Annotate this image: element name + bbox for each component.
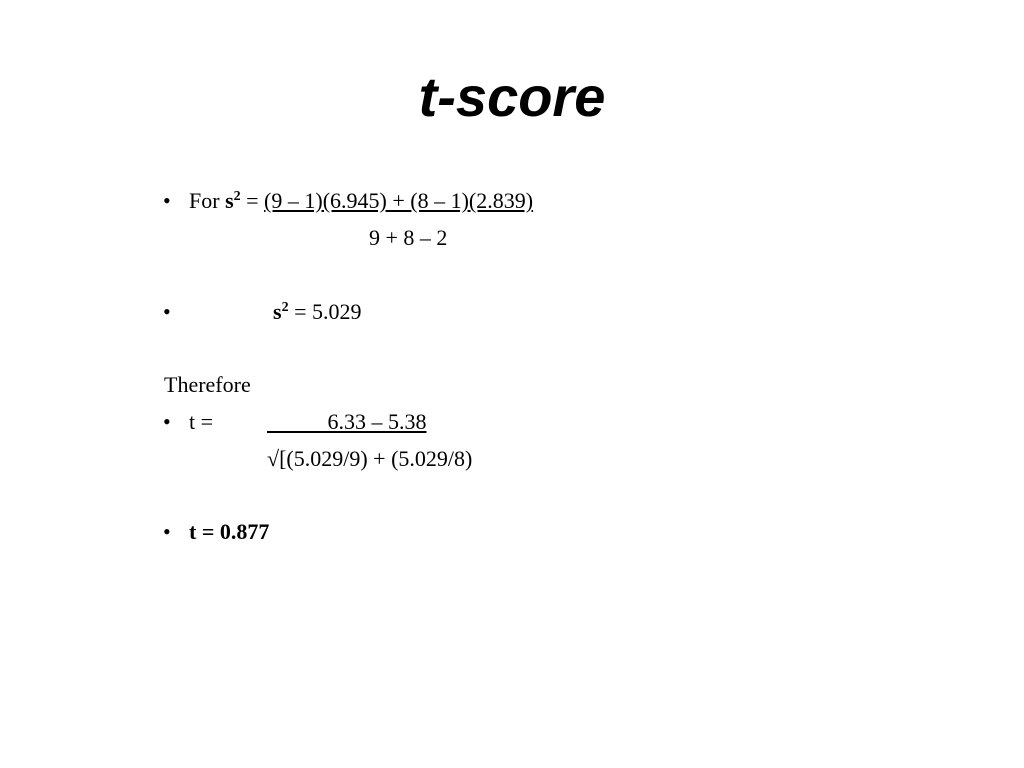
- formula-exponent: 2: [233, 189, 241, 204]
- formula-prefix: For: [189, 188, 226, 213]
- bullet-marker: •: [163, 519, 171, 544]
- result-value: = 5.029: [288, 299, 362, 324]
- result-exponent: 2: [281, 300, 289, 315]
- formula-s2-line: [189, 188, 533, 214]
- formula-variable: s: [225, 188, 234, 213]
- slide-title: t-score: [418, 65, 606, 128]
- t-formula-lhs: t =: [189, 409, 214, 434]
- result-variable: s: [273, 299, 282, 324]
- formula-denominator: 9 + 8 – 2: [369, 225, 448, 250]
- bullet-marker: •: [163, 188, 171, 213]
- bullet-marker: •: [163, 409, 171, 434]
- therefore-text: Therefore: [164, 372, 251, 397]
- t-result: t = 0.877: [189, 519, 270, 544]
- formula-numerator: (9 – 1)(6.945) + (8 – 1)(2.839): [264, 188, 534, 213]
- result-s2-line: [273, 299, 361, 325]
- formula-equals: =: [240, 188, 265, 213]
- bullet-marker: •: [163, 299, 171, 324]
- t-formula-numerator: 6.33 – 5.38: [267, 409, 427, 434]
- t-formula-denominator: √[(5.029/9) + (5.029/8): [267, 446, 473, 471]
